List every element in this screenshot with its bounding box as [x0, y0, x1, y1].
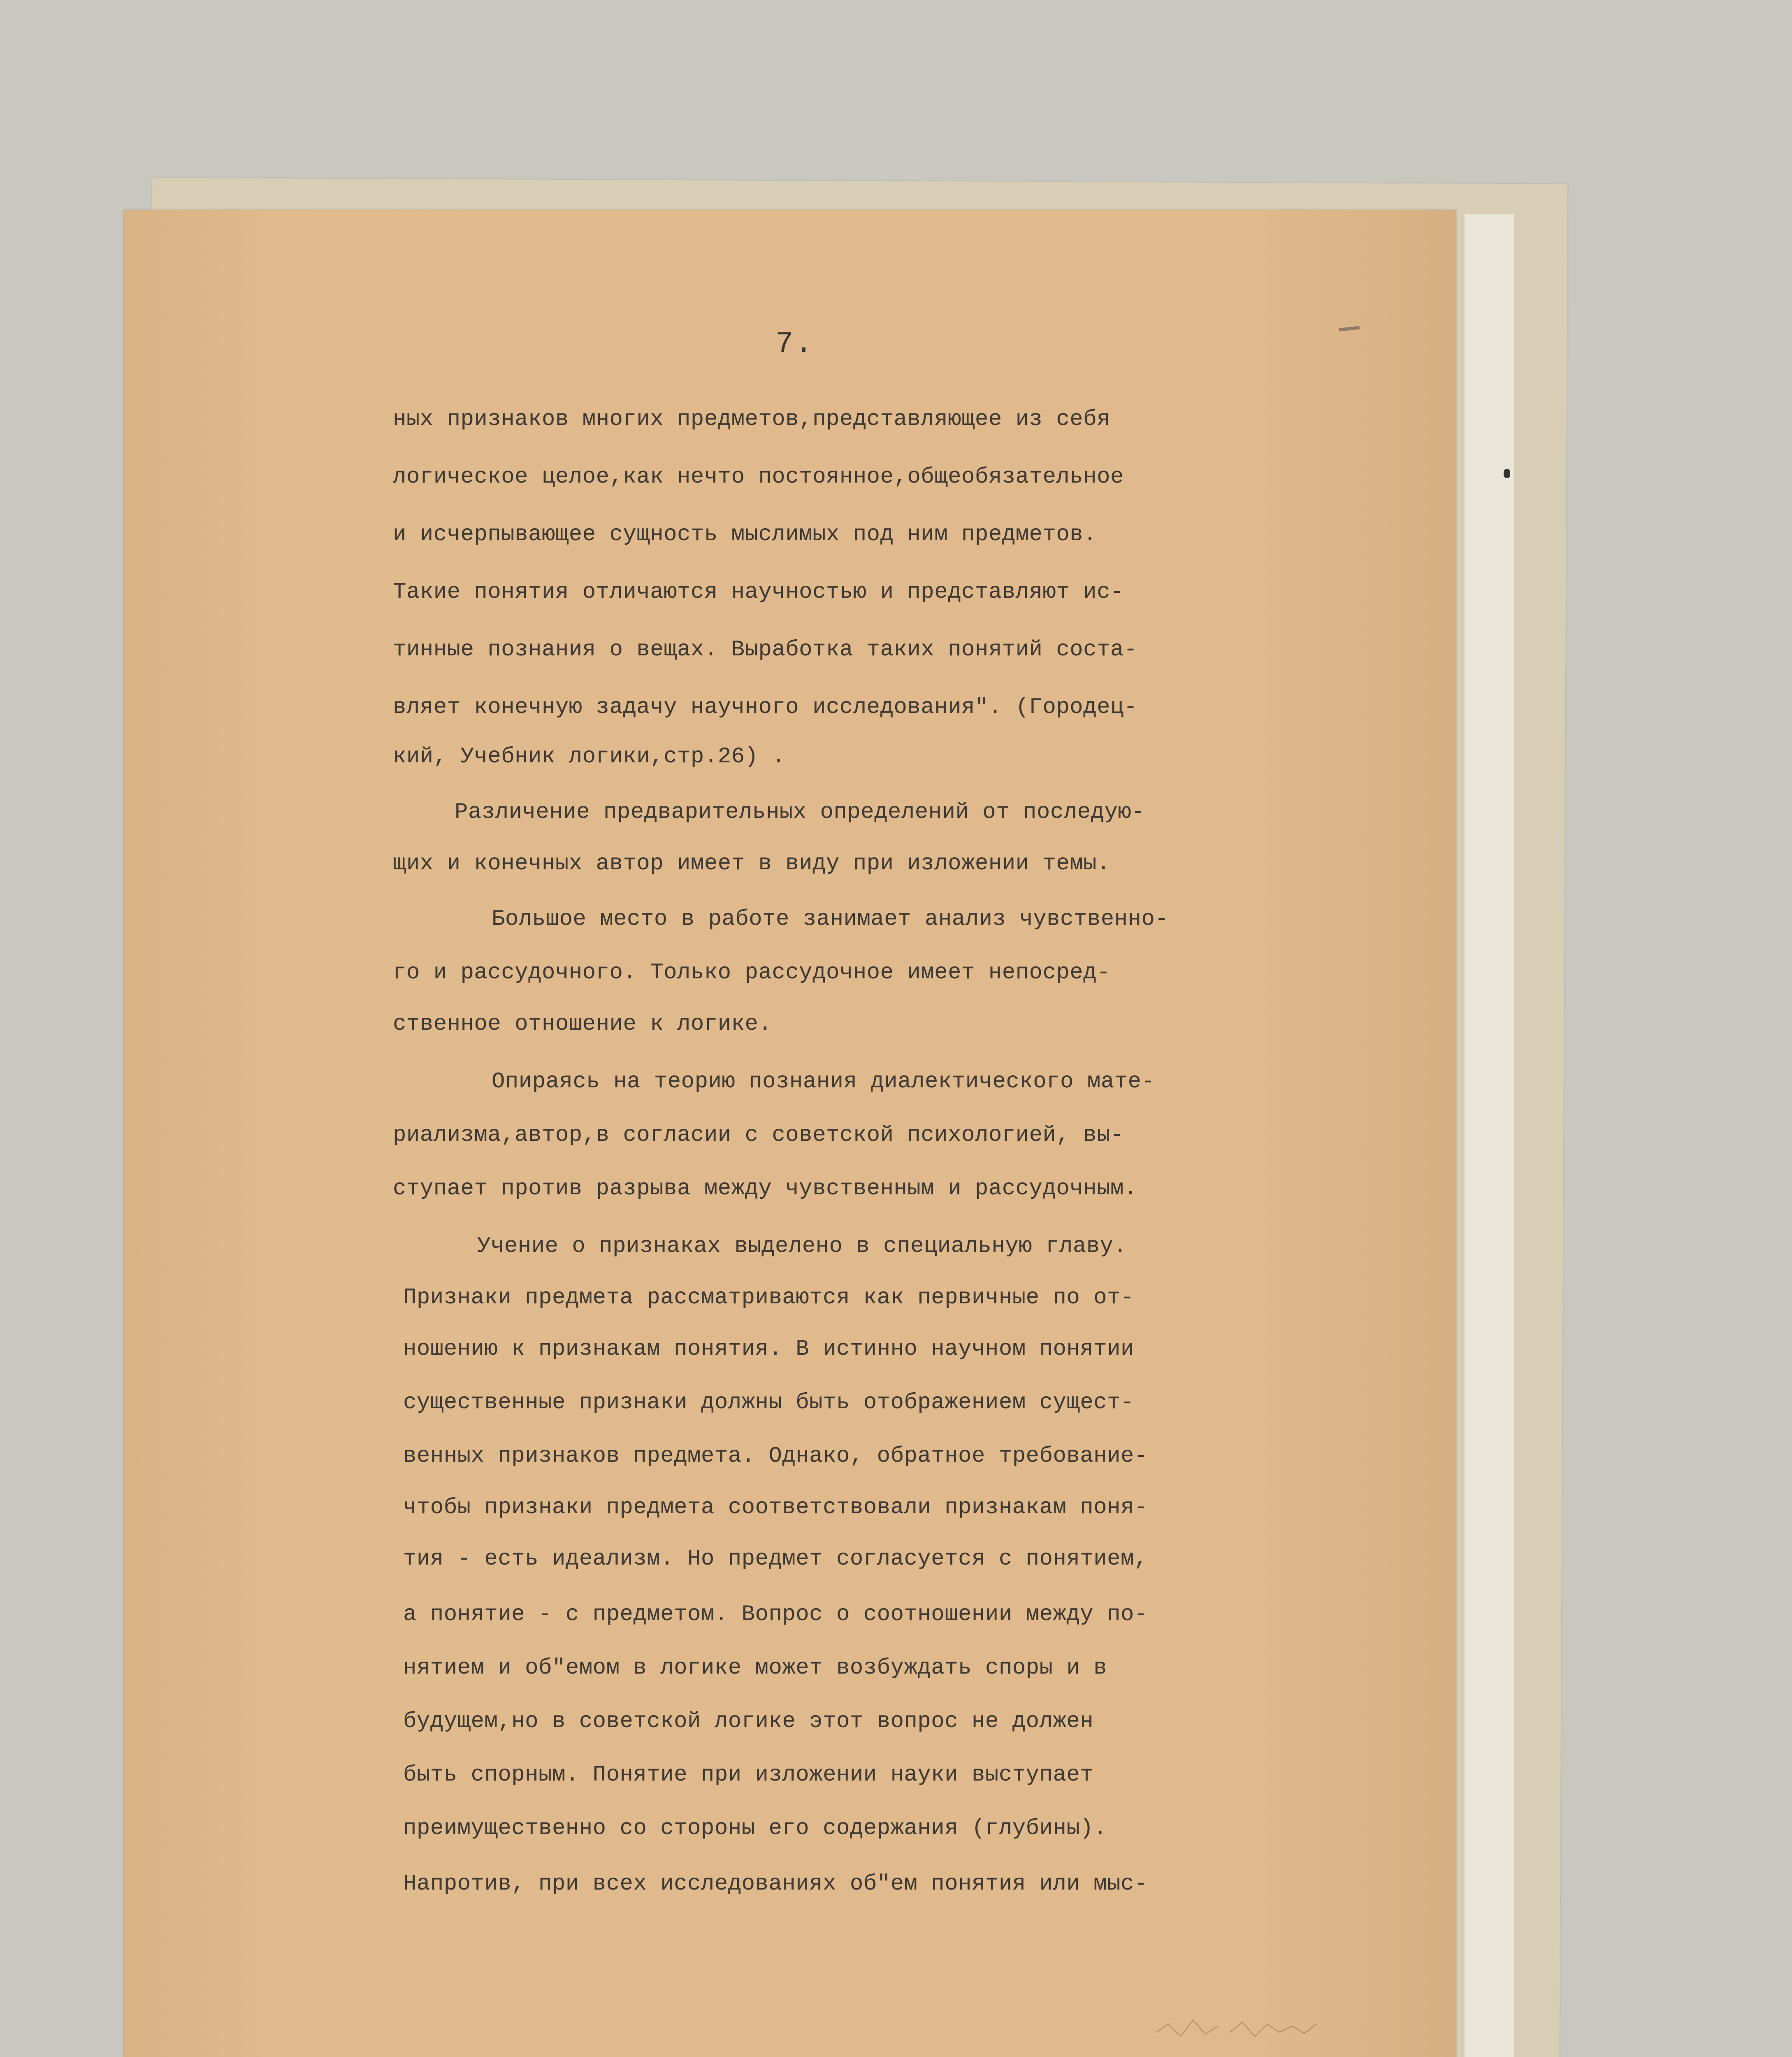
text-line: кий, Учебник логики,стр.26) .	[393, 744, 786, 769]
text-line: Учение о признаках выделено в специальную главу.	[477, 1234, 1127, 1259]
text-line: тия - есть идеализм. Но предмет согласуется с понятием,	[403, 1546, 1148, 1572]
text-line: будущем,но в советской логике этот вопрос не должен	[403, 1709, 1094, 1734]
text-line: ных признаков многих предметов,представляющее из себя	[393, 407, 1110, 432]
text-line: Большое место в работе занимает анализ чувственно-	[492, 907, 1169, 932]
text-line: Признаки предмета рассматриваются как первичные по от-	[403, 1285, 1134, 1310]
text-line: чтобы признаки предмета соответствовали признакам поня-	[403, 1495, 1148, 1520]
text-line: венных признаков предмета. Однако, обратное требование-	[403, 1444, 1148, 1469]
faded-stamp	[1152, 2008, 1329, 2049]
text-line: ношению к признакам понятия. В истинно научном понятии	[403, 1337, 1134, 1362]
text-line: и исчерпывающее сущность мыслимых под ним предметов.	[393, 522, 1097, 547]
underlying-sheet-edge	[1465, 214, 1514, 2057]
text-line: ственное отношение к логике.	[393, 1012, 772, 1037]
text-line: тинные познания о вещах. Выработка таких понятий соста-	[393, 637, 1137, 662]
text-line: нятием и об"емом в логике может возбуждать споры и в	[403, 1655, 1107, 1681]
text-line: ступает против разрыва между чувственным и рассудочным.	[393, 1176, 1137, 1201]
text-line: логическое целое,как нечто постоянное,общеобязательное	[393, 464, 1124, 490]
text-line: вляет конечную задачу научного исследования". (Городец-	[393, 695, 1137, 720]
page-number: 7.	[775, 327, 815, 361]
text-line: Опираясь на теорию познания диалектического мате-	[492, 1069, 1155, 1094]
text-line: щих и конечных автор имеет в виду при изложении темы.	[393, 851, 1110, 876]
text-line: риализма,автор,в согласии с советской психологией, вы-	[393, 1123, 1124, 1148]
text-line: преимущественно со стороны его содержания (глубины).	[403, 1816, 1107, 1841]
text-line: го и рассудочного. Только рассудочное имеет непосред-	[393, 960, 1110, 985]
text-line: Различение предварительных определений от последую-	[455, 800, 1145, 825]
ink-dot	[1504, 469, 1510, 478]
text-line: Такие понятия отличаются научностью и представляют ис-	[393, 580, 1124, 605]
text-line: Напротив, при всех исследованиях об"ем понятия или мыс-	[403, 1871, 1148, 1897]
text-line: быть спорным. Понятие при изложении науки выступает	[403, 1762, 1094, 1788]
text-line: существенные признаки должны быть отображением сущест-	[403, 1390, 1134, 1415]
text-line: а понятие - с предметом. Вопрос о соотношении между по-	[403, 1602, 1148, 1627]
